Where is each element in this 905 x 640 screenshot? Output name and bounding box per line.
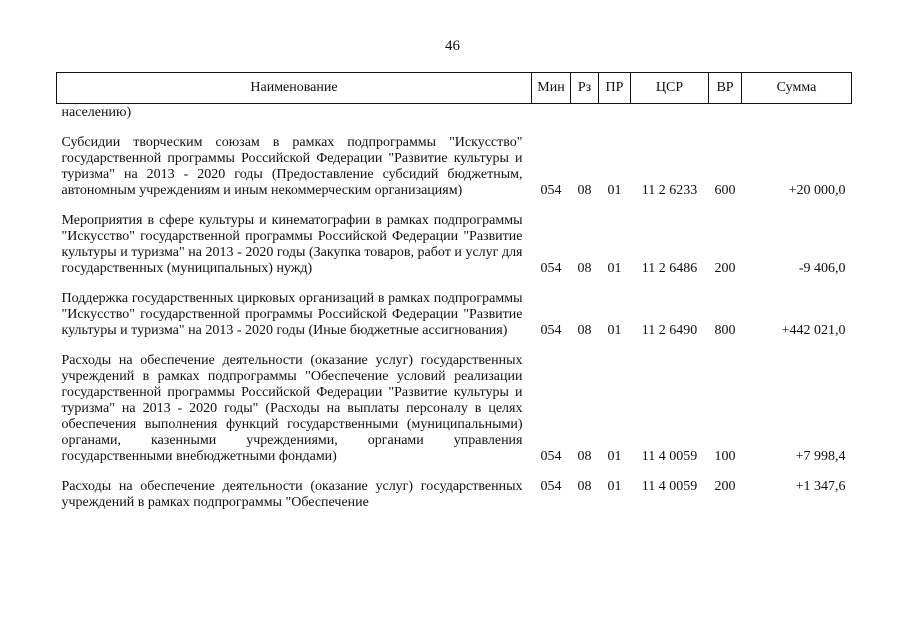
header-sum: Сумма [742,73,852,104]
budget-table-container [56,72,851,513]
row-pr: 01 [607,479,622,494]
row-rz: 08 [577,183,592,198]
row-sum: +7 998,4 [795,449,846,464]
header-row [57,73,852,104]
table-body [57,104,852,514]
continuation-text: населению) [61,105,132,120]
row-rz: 08 [577,261,592,276]
row-pr: 01 [607,261,622,276]
table-row [57,199,852,277]
row-vr: 200 [714,479,736,494]
row-name: Расходы на обеспечение деятельности (оказание услуг) государственных учреждений в рамках подпрограммы "Обеспечение условий реализации государственной программы Российской Федерации "Развитие культуры и туризма" на 2013 - 2020 годы" (Расходы на выплаты персоналу в целях обеспечения выполнения функций государственными (муниципальными) органами, казенными учреждениями, органами управления государственными внебюджетными фондами) [61,353,523,464]
row-vr: 800 [714,323,736,338]
row-pr: 01 [607,323,622,338]
row-rz: 08 [577,449,592,464]
row-rz: 08 [577,323,592,338]
row-name: Поддержка государственных цирковых организаций в рамках подпрограммы "Искусство" государственной программы Российской Федерации "Развитие культуры и туризма" на 2013 - 2020 годы (Иные бюджетные ассигнования) [61,291,523,338]
header-vr: ВР [709,73,742,104]
header-rz: Рз [571,73,599,104]
budget-table [56,72,852,513]
row-pr: 01 [607,183,622,198]
row-csr: 11 4 0059 [641,479,698,494]
row-vr: 600 [714,183,736,198]
header-pr: ПР [599,73,631,104]
table-row [57,339,852,465]
row-vr: 200 [714,261,736,276]
table-row [57,465,852,513]
row-sum: +442 021,0 [781,323,846,338]
row-min: 054 [540,449,562,464]
header-csr: ЦСР [631,73,709,104]
header-min: Мин [532,73,571,104]
table-row [57,121,852,199]
row-name: Субсидии творческим союзам в рамках подпрограммы "Искусство" государственной программы Российской Федерации "Развитие культуры и туризма" на 2013 - 2020 годы (Предоставление субсидий бюджетным, автономным учреждениям и иным некоммерческим организациям) [61,135,523,198]
row-csr: 11 2 6486 [641,261,698,276]
row-min: 054 [540,479,562,494]
row-csr: 11 4 0059 [641,449,698,464]
table-row [57,277,852,339]
row-rz: 08 [577,479,592,494]
row-name: Мероприятия в сфере культуры и кинематографии в рамках подпрограммы "Искусство" государственной программы Российской Федерации "Развитие культуры и туризма" на 2013 - 2020 годы (Закупка товаров, работ и услуг для государственных (муниципальных) нужд) [61,213,523,276]
row-sum: -9 406,0 [798,261,846,276]
row-min: 054 [540,323,562,338]
row-vr: 100 [714,449,736,464]
row-csr: 11 2 6233 [641,183,698,198]
row-sum: +1 347,6 [795,479,846,494]
row-pr: 01 [607,449,622,464]
row-sum: +20 000,0 [788,183,846,198]
row-min: 054 [540,183,562,198]
page-number: 46 [445,38,460,54]
header-name: Наименование [57,73,532,104]
row-csr: 11 2 6490 [641,323,698,338]
row-min: 054 [540,261,562,276]
row-name: Расходы на обеспечение деятельности (оказание услуг) государственных учреждений в рамках подпрограммы "Обеспечение [61,479,523,510]
continuation-row [57,104,852,122]
table-header [57,73,852,104]
